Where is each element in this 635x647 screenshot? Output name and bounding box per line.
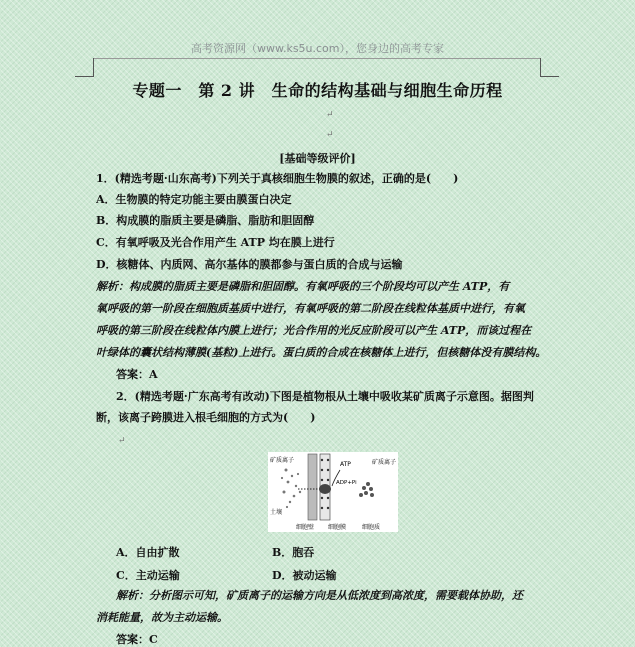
figure-label-ion-right: 矿质离子 [372, 459, 397, 466]
figure-label-wall: 细胞壁 [296, 524, 315, 531]
q2-option-a: A．自由扩散 [116, 546, 180, 559]
q1-analysis-line: 叶绿体的囊状结构薄膜(基粒)上进行。蛋白质的合成在核糖体上进行，但核糖体没有膜结构。 [96, 346, 546, 359]
figure-label-adp: ADP+Pi [336, 480, 357, 486]
q2-option-c: C．主动运输 [116, 569, 180, 582]
q1-analysis-line: 氧呼吸的第一阶段在细胞质基质中进行，有氧呼吸的第二阶段在线粒体基质中进行，有氧 [96, 302, 525, 315]
figure-label-soil: 土壤 [270, 509, 283, 516]
figure-label-cytoplasm: 细胞质 [362, 524, 381, 531]
paragraph-mark: ↵ [326, 110, 334, 120]
document-title: 专题一 第 2 讲 生命的结构基础与细胞生命历程 [132, 81, 503, 100]
section-label: [基础等级评价] [279, 152, 356, 165]
q2-option-b: B．胞吞 [272, 546, 315, 559]
q1-answer: 答案：A [116, 368, 158, 381]
site-header: 高考资源网（www.ks5u.com），您身边的高考专家 [190, 42, 445, 55]
q2-stem-line: 2．(精选考题·广东高考有改动)下图是植物根从土壤中吸收某矿质离子示意图。据图判 [116, 390, 534, 403]
figure-label-ion-left: 矿质离子 [270, 457, 295, 464]
q1-analysis-line: 呼吸的第三阶段在线粒体内膜上进行；光合作用的光反应阶段可以产生 ATP，而该过程在 [96, 324, 532, 337]
q2-analysis-line: 消耗能量，故为主动运输。 [96, 611, 228, 624]
q1-analysis-line: 解析：构成膜的脂质主要是磷脂和胆固醇。有氧呼吸的三个阶段均可以产生 ATP，有 [96, 280, 510, 293]
ion-transport-figure [268, 452, 398, 532]
page-corner-mark-left [75, 58, 94, 77]
q1-option-c: C．有氧呼吸及光合作用产生 ATP 均在膜上进行 [96, 236, 335, 249]
q1-option-d: D．核糖体、内质网、高尔基体的膜都参与蛋白质的合成与运输 [96, 258, 403, 271]
header-divider [94, 58, 540, 59]
q1-option-b: B．构成膜的脂质主要是磷脂、脂肪和胆固醇 [96, 214, 315, 227]
q1-stem: 1．(精选考题·山东高考)下列关于真核细胞生物膜的叙述，正确的是( ) [96, 172, 459, 185]
figure-label-membrane: 细胞膜 [328, 524, 347, 531]
q2-stem-line: 断，该离子跨膜进入根毛细胞的方式为( ) [96, 411, 316, 424]
q2-answer: 答案：C [116, 633, 158, 646]
paragraph-mark: ↵ [326, 130, 334, 140]
page-corner-mark-right [540, 58, 559, 77]
figure-label-atp: ATP [340, 461, 351, 468]
q2-option-d: D．被动运输 [272, 569, 337, 582]
paragraph-mark: ↵ [118, 436, 126, 446]
q2-analysis-line: 解析：分析图示可知，矿质离子的运输方向是从低浓度到高浓度，需要载体协助，还 [116, 589, 523, 602]
q1-option-a: A．生物膜的特定功能主要由膜蛋白决定 [96, 193, 292, 206]
